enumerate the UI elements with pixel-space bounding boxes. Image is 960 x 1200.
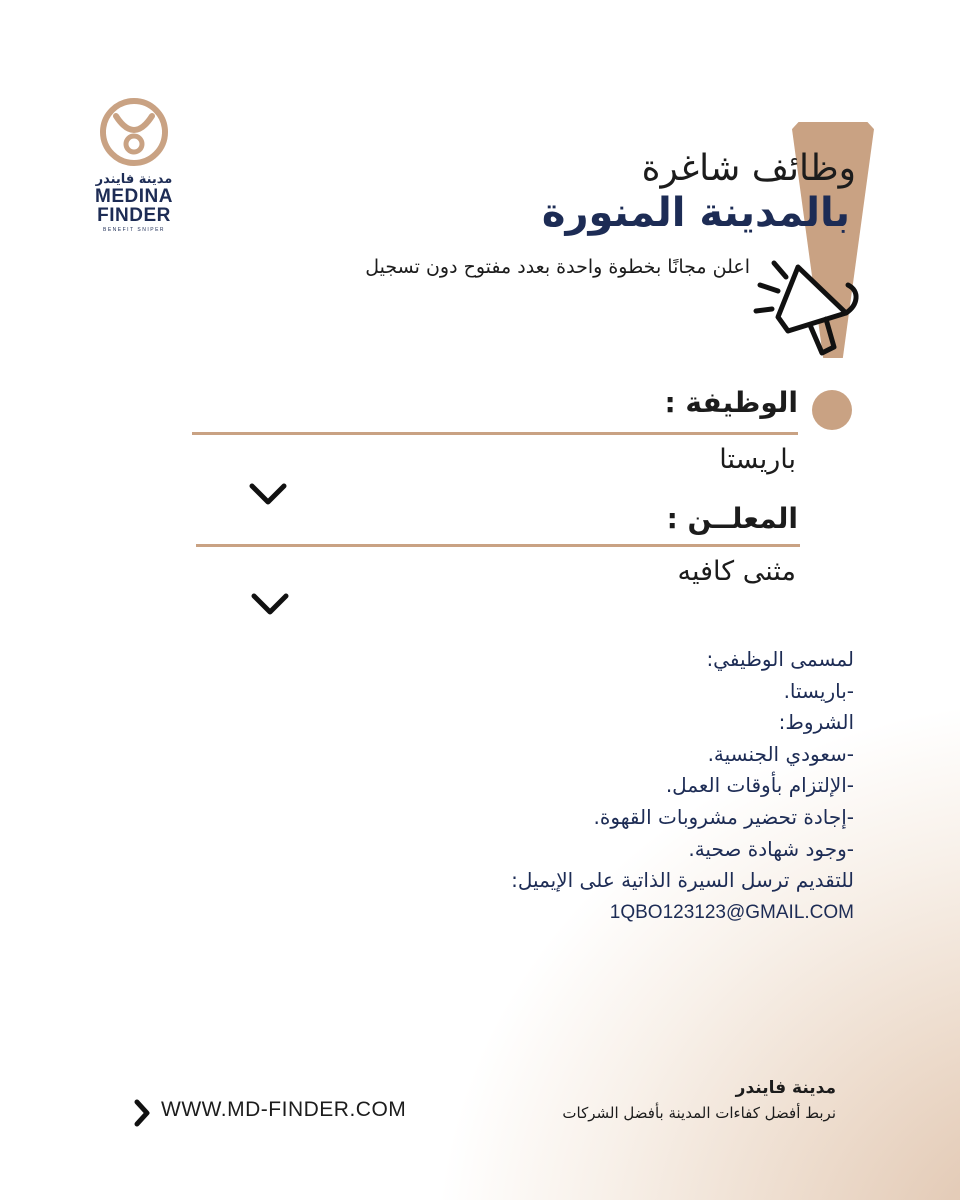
page-title: وظائف شاغرة (641, 148, 856, 189)
logo-tagline: BENEFIT SNIPER (102, 227, 166, 233)
website-link[interactable]: WWW.MD-FINDER.COM (161, 1098, 407, 1121)
details-line: -وجود شهادة صحية. (688, 836, 854, 861)
logo-emblem-icon (98, 96, 170, 168)
megaphone-icon (752, 255, 878, 359)
job-details (434, 644, 854, 928)
details-line: -باريستا. (783, 678, 854, 703)
footer-brand: مدينة فايندر (735, 1078, 836, 1098)
job-divider (192, 432, 798, 435)
advertiser-value: مثنى كافيه (677, 556, 796, 587)
chevron-down-icon[interactable] (250, 592, 290, 618)
logo-arabic-name: مدينة فايندر (95, 172, 173, 187)
page-title-city: بالمدينة المنورة (541, 190, 850, 236)
exclamation-dot (812, 390, 852, 430)
chevron-down-icon[interactable] (248, 482, 288, 508)
details-line: -إجادة تحضير مشروبات القهوة. (593, 804, 854, 829)
details-line: للتقديم ترسل السيرة الذاتية على الإيميل: (511, 868, 854, 893)
details-line: لمسمى الوظيفي: (706, 647, 854, 671)
advertiser-label: المعلــن : (666, 502, 798, 535)
details-line: -الإلتزام بأوقات العمل. (665, 773, 854, 798)
job-value: باريستا (719, 444, 796, 475)
brand-logo (92, 96, 176, 233)
contact-email[interactable]: 1QBO123123@GMAIL.COM (609, 901, 854, 923)
advertiser-divider (196, 544, 800, 547)
logo-name-line2: FINDER (97, 205, 171, 226)
chevron-right-icon (132, 1098, 152, 1128)
details-line: الشروط: (778, 710, 854, 735)
details-line: -سعودي الجنسية. (707, 741, 854, 766)
logo-name-line1: MEDINA (95, 186, 173, 207)
page-subtitle: اعلن مجانًا بخطوة واحدة بعدد مفتوح دون تسجيل (365, 256, 750, 278)
footer-tagline: نربط أفضل كفاءات المدينة بأفضل الشركات (562, 1104, 836, 1122)
job-label: الوظيفة : (664, 386, 798, 419)
